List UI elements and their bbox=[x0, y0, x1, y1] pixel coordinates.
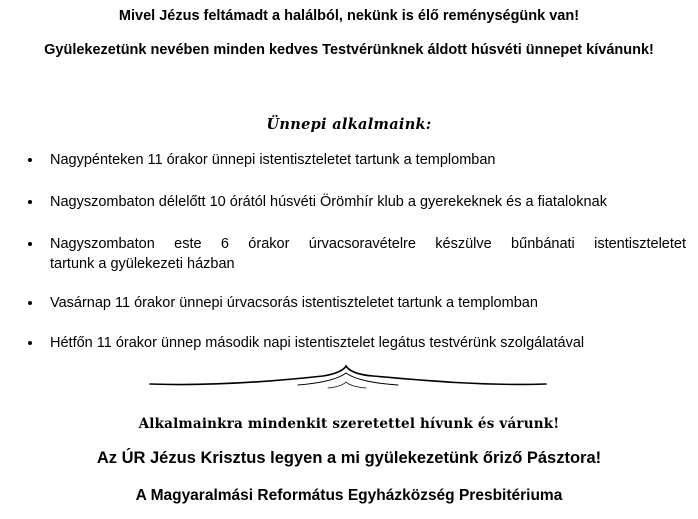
bullet-icon bbox=[28, 158, 32, 162]
event-text: Nagyszombaton délelőtt 10 órától húsvéti Örömhír klub a gyerekeknek és a fiataloknak bbox=[50, 194, 607, 210]
event-text: Vasárnap 11 órakor ünnepi úrvacsorás istentiszteletet tartunk a templomban bbox=[50, 295, 538, 311]
event-text: Nagypénteken 11 órakor ünnepi istentiszteletet tartunk a templomban bbox=[50, 152, 496, 168]
bullet-icon bbox=[28, 242, 32, 246]
event-item-good-friday bbox=[50, 150, 686, 170]
greeting-line-2: Gyülekezetünk nevében minden kedves Testvérünknek áldott húsvéti ünnepet kívánunk! bbox=[44, 42, 654, 58]
event-item-easter-sunday bbox=[50, 293, 686, 313]
greeting-line-1: Mivel Jézus feltámadt a halálból, nekünk is élő reménységünk van! bbox=[118, 8, 580, 24]
event-text-line-2: tartunk a gyülekezeti házban bbox=[50, 256, 235, 272]
invitation-line: Alkalmainkra mindenkit szeretettel hívunk és várunk! bbox=[138, 416, 560, 432]
blessing-line: Az ÚR Jézus Krisztus legyen a mi gyülekezetünk őriző Pásztora! bbox=[96, 449, 602, 467]
event-item-holy-saturday-morning bbox=[50, 192, 686, 212]
bullet-icon bbox=[28, 301, 32, 305]
signature-line: A Magyaralmási Református Egyházközség Presbitériuma bbox=[135, 487, 563, 504]
event-text: Hétfőn 11 órakor ünnep második napi istentisztelet legátus testvérünk szolgálatával bbox=[50, 335, 585, 351]
event-item-easter-monday bbox=[50, 333, 686, 353]
event-text-line-1: Nagyszombaton este 6 órakor úrvacsoravételre készülve bűnbánati istentiszteletet bbox=[50, 236, 686, 252]
ornamental-divider-icon bbox=[148, 364, 548, 394]
event-item-holy-saturday-evening bbox=[50, 234, 686, 274]
bullet-icon bbox=[28, 200, 32, 204]
bullet-icon bbox=[28, 341, 32, 345]
events-heading: Ünnepi alkalmaink: bbox=[266, 116, 432, 133]
